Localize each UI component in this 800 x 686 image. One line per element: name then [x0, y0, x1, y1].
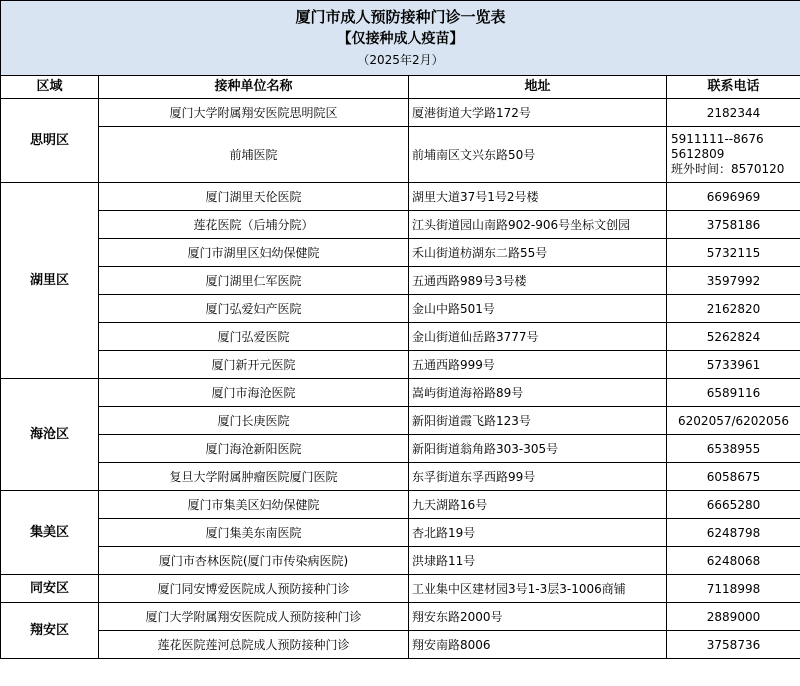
table-date: （2025年2月） [357, 53, 444, 67]
address-cell: 翔安东路2000号 [409, 603, 667, 631]
phone-cell [667, 491, 800, 519]
unit-name-cell: 莲花医院（后埔分院） [99, 211, 409, 239]
unit-name-cell: 厦门大学附属翔安医院成人预防接种门诊 [99, 603, 409, 631]
address-cell: 五通西路989号3号楼 [409, 267, 667, 295]
table-row [1, 211, 800, 239]
address-cell: 金山中路501号 [409, 295, 667, 323]
unit-name-cell: 厦门大学附属翔安医院思明院区 [99, 99, 409, 127]
phone-line: 5732115 [706, 245, 761, 260]
phone-line: 3758736 [706, 637, 761, 652]
phone-line: 7118998 [706, 581, 761, 596]
table-row [1, 603, 800, 631]
phone-cell [667, 379, 800, 407]
phone-line: 6589116 [706, 385, 761, 400]
phone-line: 6665280 [706, 497, 761, 512]
address-cell: 禾山街道枋湖东二路55号 [409, 239, 667, 267]
unit-name-cell: 厦门弘爱妇产医院 [99, 295, 409, 323]
phone-line: 5911111--8676 [671, 132, 764, 146]
phone-line: 6202057/6202056 [678, 413, 789, 428]
unit-name-cell: 厦门长庚医院 [99, 407, 409, 435]
phone-cell [667, 435, 800, 463]
phone-cell [667, 519, 800, 547]
table-row [1, 99, 800, 127]
address-cell: 厦港街道大学路172号 [409, 99, 667, 127]
phone-cell [667, 351, 800, 379]
phone-cell [667, 407, 800, 435]
address-cell: 东孚街道东孚西路99号 [409, 463, 667, 491]
phone-cell [667, 575, 800, 603]
phone-line: 6696969 [706, 189, 761, 204]
table-row [1, 631, 800, 659]
unit-name-cell: 厦门湖里仁军医院 [99, 267, 409, 295]
address-cell: 九天湖路16号 [409, 491, 667, 519]
table-row [1, 519, 800, 547]
phone-line: 2889000 [706, 609, 761, 624]
unit-name-cell: 厦门同安博爱医院成人预防接种门诊 [99, 575, 409, 603]
phone-line: 5262824 [706, 329, 761, 344]
district-cell: 湖里区 [1, 183, 99, 379]
unit-name-cell: 莲花医院莲河总院成人预防接种门诊 [99, 631, 409, 659]
table-row [1, 407, 800, 435]
phone-line: 5733961 [706, 357, 761, 372]
column-header-unit: 接种单位名称 [99, 76, 409, 99]
address-cell: 工业集中区建材园3号1-3层3-1006商铺 [409, 575, 667, 603]
address-cell: 新阳街道翁角路303-305号 [409, 435, 667, 463]
column-header-phone: 联系电话 [667, 76, 800, 99]
table-row [1, 463, 800, 491]
address-cell: 金山街道仙岳路3777号 [409, 323, 667, 351]
table-subtitle: 【仅接种成人疫苗】 [337, 31, 464, 47]
phone-cell [667, 323, 800, 351]
phone-line: 6248798 [706, 525, 761, 540]
table-row [1, 575, 800, 603]
table-row [1, 547, 800, 575]
phone-line: 3597992 [706, 273, 761, 288]
column-header-row [1, 76, 800, 99]
table-row [1, 239, 800, 267]
address-cell: 五通西路999号 [409, 351, 667, 379]
table-row [1, 491, 800, 519]
table-row [1, 295, 800, 323]
district-cell: 海沧区 [1, 379, 99, 491]
address-cell: 嵩屿街道海裕路89号 [409, 379, 667, 407]
unit-name-cell: 厦门市湖里区妇幼保健院 [99, 239, 409, 267]
unit-name-cell: 厦门市海沧医院 [99, 379, 409, 407]
column-header-district: 区域 [1, 76, 99, 99]
district-cell: 集美区 [1, 491, 99, 575]
district-cell: 思明区 [1, 99, 99, 183]
phone-line: 班外时间：8570120 [671, 162, 785, 176]
address-cell: 江头街道园山南路902-906号坐标文创园 [409, 211, 667, 239]
table-row [1, 351, 800, 379]
phone-cell [667, 463, 800, 491]
table-row [1, 183, 800, 211]
district-cell: 同安区 [1, 575, 99, 603]
unit-name-cell: 厦门市集美区妇幼保健院 [99, 491, 409, 519]
table-row [1, 323, 800, 351]
address-cell: 新阳街道霞飞路123号 [409, 407, 667, 435]
unit-name-cell: 复旦大学附属肿瘤医院厦门医院 [99, 463, 409, 491]
unit-name-cell: 厦门海沧新阳医院 [99, 435, 409, 463]
phone-line: 3758186 [706, 217, 761, 232]
unit-name-cell: 厦门市杏林医院(厦门市传染病医院) [99, 547, 409, 575]
phone-cell [667, 183, 800, 211]
phone-line: 6248068 [706, 553, 761, 568]
phone-line: 6058675 [706, 469, 761, 484]
unit-name-cell: 厦门湖里天伦医院 [99, 183, 409, 211]
table-header [1, 1, 800, 76]
address-cell: 湖里大道37号1号2号楼 [409, 183, 667, 211]
table-row [1, 435, 800, 463]
phone-line: 5612809 [671, 147, 725, 161]
unit-name-cell: 厦门新开元医院 [99, 351, 409, 379]
phone-cell [667, 211, 800, 239]
table-row [1, 127, 800, 183]
phone-line: 2162820 [706, 301, 761, 316]
phone-cell [667, 631, 800, 659]
column-header-address: 地址 [409, 76, 667, 99]
unit-name-cell: 前埔医院 [99, 127, 409, 183]
unit-name-cell: 厦门集美东南医院 [99, 519, 409, 547]
phone-cell [667, 267, 800, 295]
address-cell: 翔安南路8006 [409, 631, 667, 659]
phone-cell [667, 547, 800, 575]
phone-cell [667, 127, 800, 183]
table-row [1, 379, 800, 407]
phone-line: 2182344 [706, 105, 761, 120]
district-cell: 翔安区 [1, 603, 99, 659]
phone-cell [667, 239, 800, 267]
address-cell: 杏北路19号 [409, 519, 667, 547]
address-cell: 前埔南区文兴东路50号 [409, 127, 667, 183]
phone-cell [667, 295, 800, 323]
phone-cell [667, 603, 800, 631]
table-row [1, 267, 800, 295]
phone-cell [667, 99, 800, 127]
phone-line: 6538955 [706, 441, 761, 456]
table-title: 厦门市成人预防接种门诊一览表 [295, 8, 506, 26]
unit-name-cell: 厦门弘爱医院 [99, 323, 409, 351]
address-cell: 洪埭路11号 [409, 547, 667, 575]
